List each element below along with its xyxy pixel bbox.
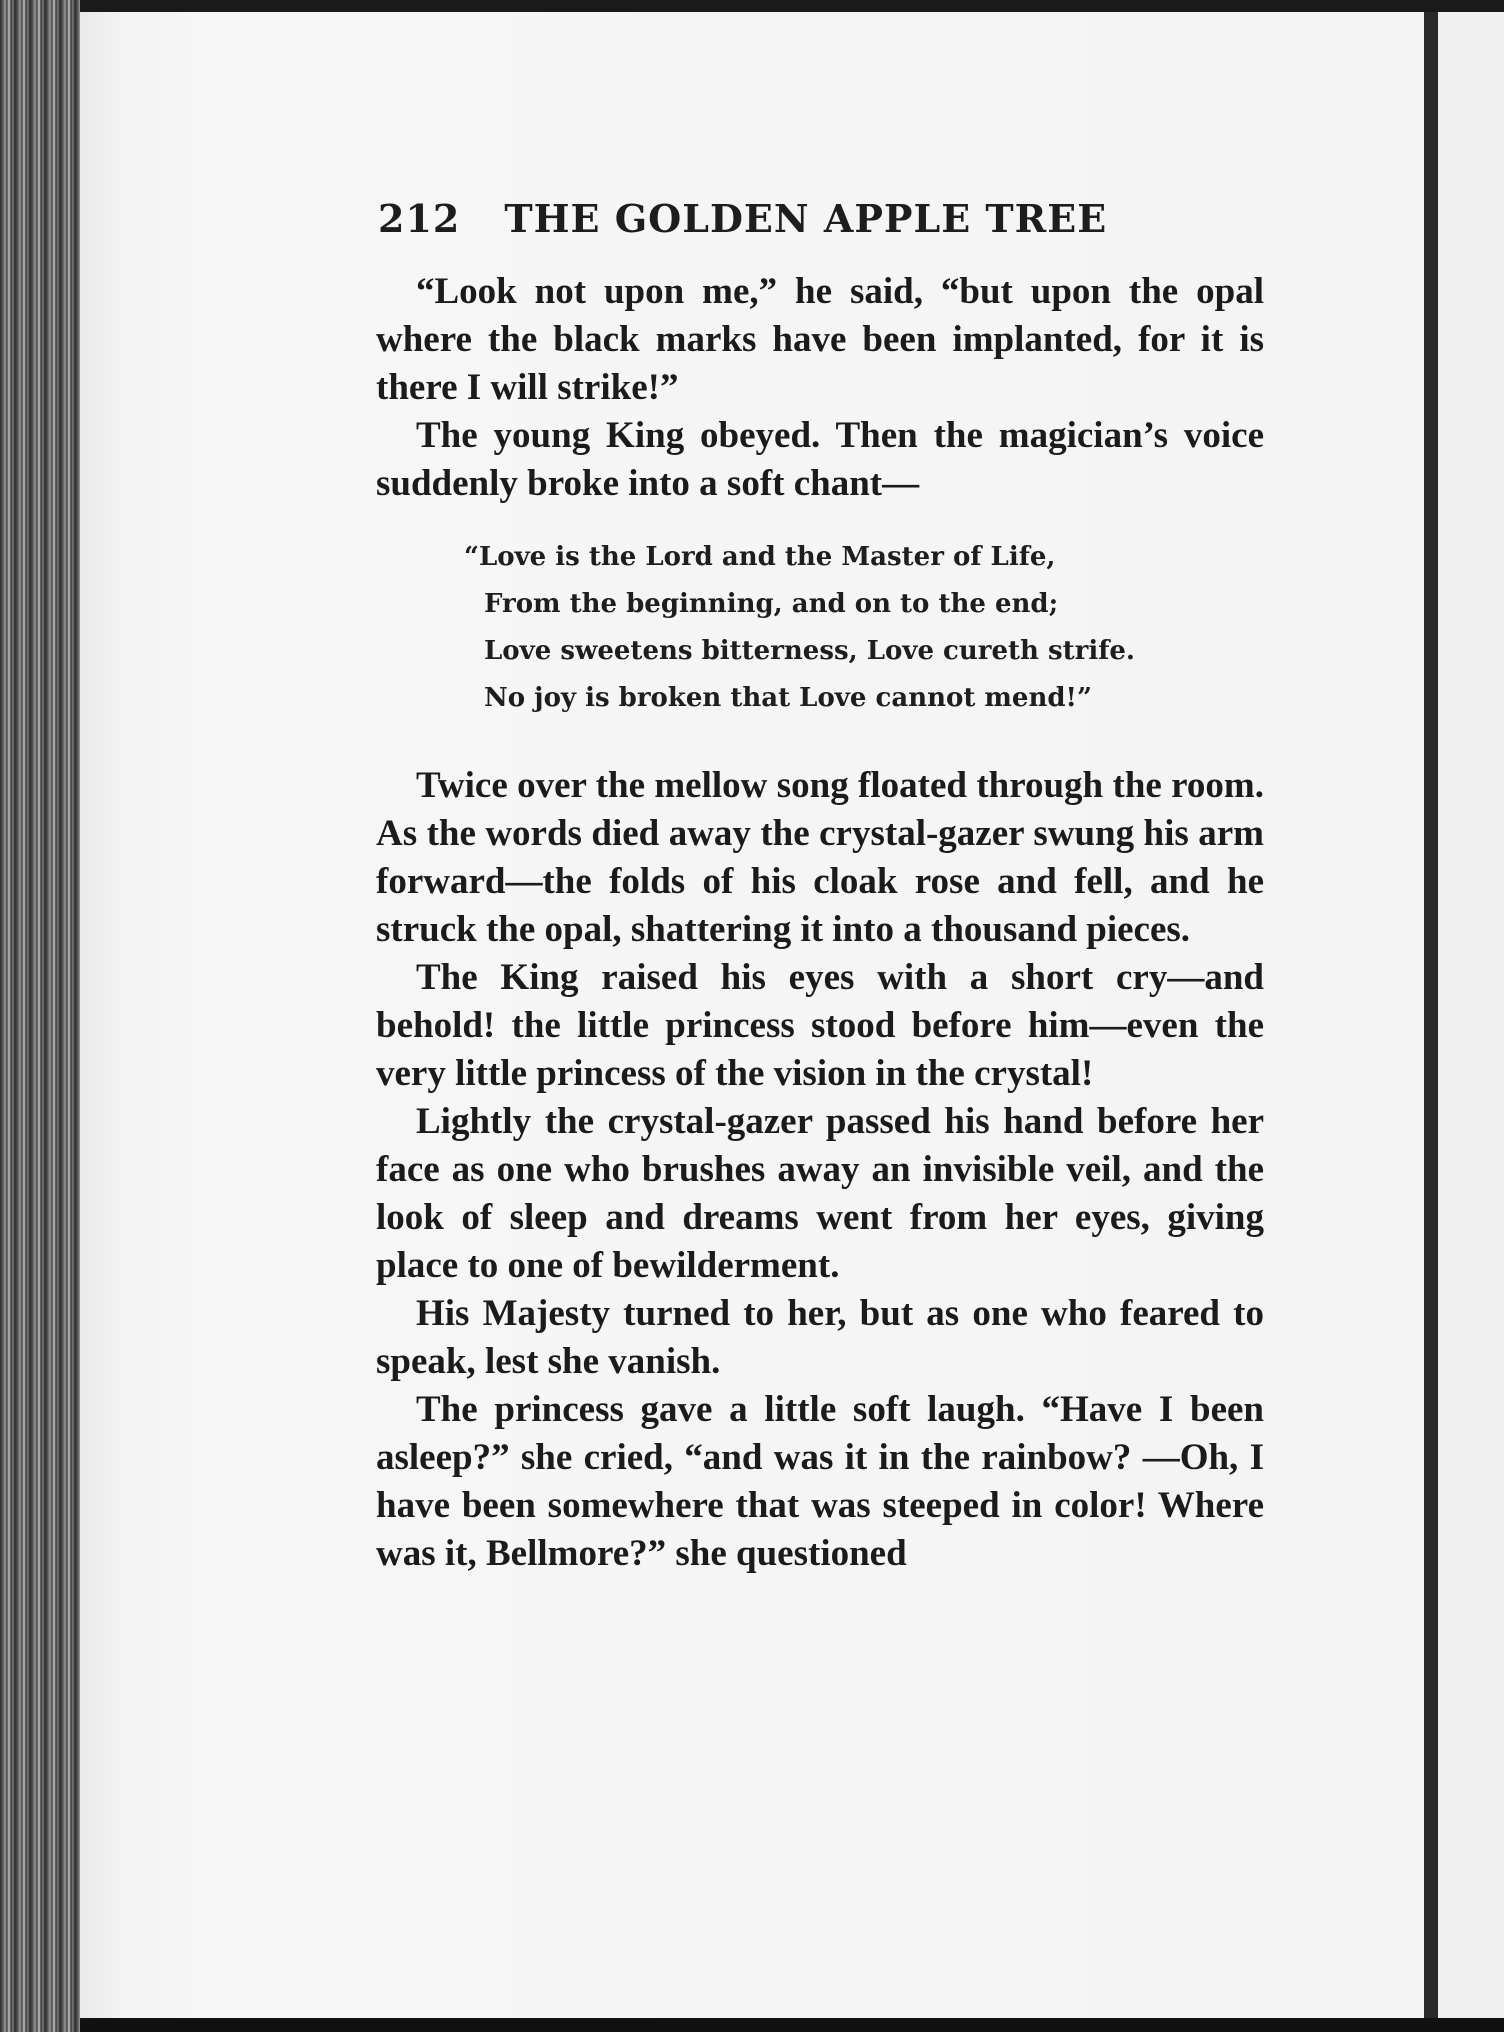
poem-line: “Love is the Lord and the Master of Life, <box>464 542 1056 572</box>
page-gutter-shadow <box>1424 12 1438 2018</box>
poem-stanza <box>464 534 1264 722</box>
paragraph: Lightly the crystal-gazer passed his hand before her face as one who brushes away an invisible veil, and the look of sleep and dreams went from her eyes, giving place to one of bewilderment. <box>376 1101 1264 1286</box>
paragraph: His Majesty turned to her, but as one who feared to speak, lest she vanish. <box>376 1293 1264 1382</box>
paragraph: The young King obeyed. Then the magician’s voice suddenly broke into a soft chant— <box>376 415 1264 504</box>
poem-line: From the beginning, and on to the end; <box>484 589 1059 619</box>
running-header <box>378 196 1278 241</box>
body-text <box>376 268 1264 1578</box>
poem-line: Love sweetens bitterness, Love cureth strife. <box>484 636 1135 666</box>
adjacent-page-edge <box>1438 12 1504 2018</box>
poem-line: No joy is broken that Love cannot mend!” <box>484 683 1092 713</box>
book-spine <box>0 0 80 2032</box>
page-number: 212 <box>378 196 461 241</box>
paragraph: Twice over the mellow song floated through the room. As the words died away the crystal-gazer swung his arm forward—the folds of his cloak rose and fell, and he struck the opal, shattering it into a thousand pieces. <box>376 765 1264 950</box>
paragraph: The King raised his eyes with a short cry—and behold! the little princess stood before him—even the very little princess of the vision in the crystal! <box>376 957 1264 1094</box>
paragraph: “Look not upon me,” he said, “but upon the opal where the black marks have been implanted, for it is there I will strike!” <box>376 271 1264 408</box>
paragraph: The princess gave a little soft laugh. “Have I been asleep?” she cried, “and was it in the rainbow? —Oh, I have been somewhere that was steeped in color! Where was it, Bellmore?” she questioned <box>376 1389 1264 1574</box>
running-title: THE GOLDEN APPLE TREE <box>504 196 1108 241</box>
